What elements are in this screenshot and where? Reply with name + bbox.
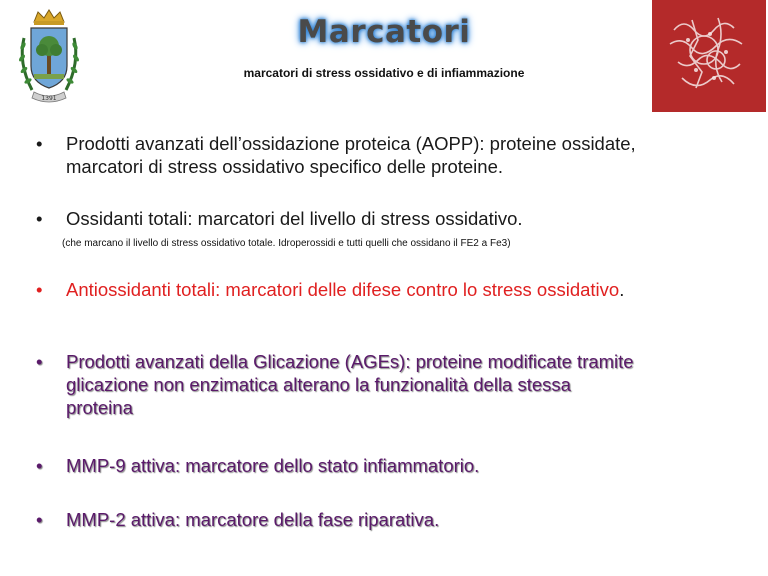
bullet-text: Antiossidanti totali: marcatori delle difese contro lo stress ossidativo xyxy=(66,279,620,300)
bullet-text: Prodotti avanzati dell’ossidazione proteica (AOPP): proteine ossidate, marcatori di stress ossidativo specifico delle proteine. xyxy=(66,133,636,177)
ossidanti-note: (che marcano il livello di stress ossidativo totale. Idroperossidi e tutti quelli che ossidano il FE2 a Fe3) xyxy=(62,238,511,249)
bullet-ages xyxy=(36,350,636,419)
bullet-marker: • xyxy=(36,208,43,229)
bullet-tail: . xyxy=(619,279,625,300)
bullet-marker: • xyxy=(36,279,43,300)
bullet-marker: • xyxy=(36,351,43,372)
bullet-ossidanti xyxy=(36,207,523,230)
bullet-mmp9 xyxy=(36,454,479,477)
bullet-marker: • xyxy=(36,509,43,530)
bullet-marker: • xyxy=(36,133,43,154)
slide-subtitle: marcatori di stress ossidativo e di infiammazione xyxy=(243,66,525,80)
slide-title: Marcatori xyxy=(297,14,471,50)
crest-year: 1391 xyxy=(41,95,57,102)
bullet-marker: • xyxy=(36,455,43,476)
bullet-text: Prodotti avanzati della Glicazione (AGEs): proteine modificate tramite glicazione non enzimatica alterano la funzionalità della stessa proteina xyxy=(66,351,634,418)
bullet-text: MMP-9 attiva: marcatore dello stato infiammatorio. xyxy=(66,455,480,476)
bullet-aopp xyxy=(36,132,636,178)
bullet-mmp2 xyxy=(36,508,439,531)
bullet-text: MMP-2 attiva: marcatore della fase riparativa. xyxy=(66,509,440,530)
bullet-antiossidanti xyxy=(36,278,624,301)
bullet-text: Ossidanti totali: marcatori del livello di stress ossidativo. xyxy=(66,208,523,229)
